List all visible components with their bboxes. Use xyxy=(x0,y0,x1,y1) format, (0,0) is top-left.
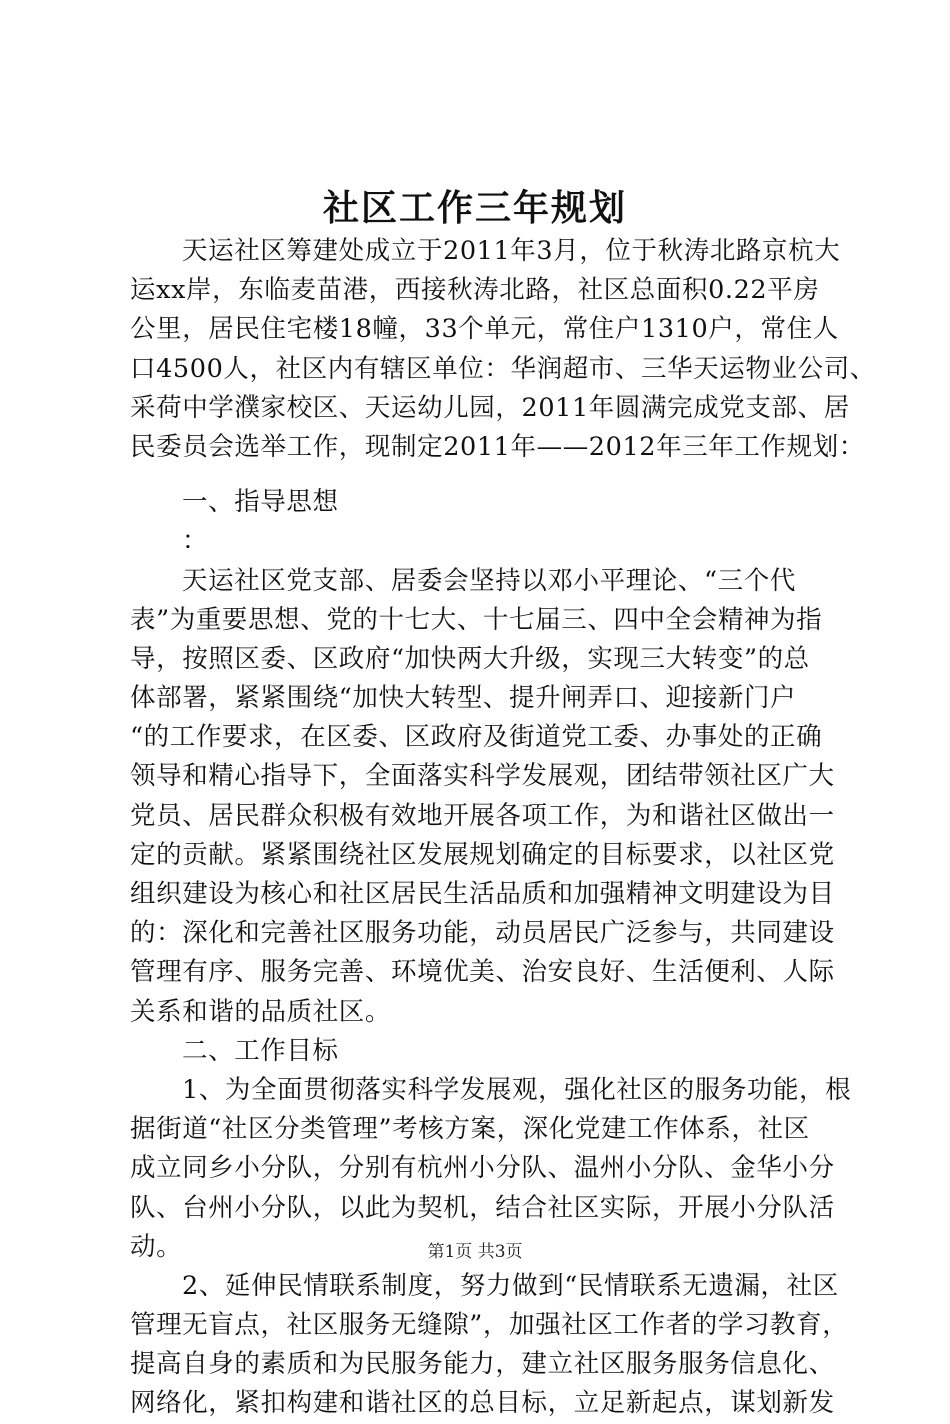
paragraph-line: 党员、居民群众积极有效地开展各项工作，为和谐社区做出一 xyxy=(130,800,835,831)
paragraph-line: 2、延伸民情联系制度，努力做到“民情联系无遗漏，社区 xyxy=(182,1270,839,1301)
paragraph-line: “的工作要求，在区委、区政府及街道党工委、办事处的正确 xyxy=(130,722,823,753)
paragraph-line: 运xx岸，东临麦苗港，西接秋涛北路，社区总面积0.22平房 xyxy=(130,275,820,306)
paragraph-line: 定的贡献。紧紧围绕社区发展规划确定的目标要求，以社区党 xyxy=(130,839,835,870)
paragraph-line: 的：深化和完善社区服务功能，动员居民广泛参与，共同建设 xyxy=(130,918,835,949)
page-footer: 第1页 共3页 xyxy=(427,1242,523,1262)
paragraph-line: 队、台州小分队，以此为契机，结合社区实际，开展小分队活 xyxy=(130,1192,835,1223)
paragraph-line: 导，按照区委、区政府“加快两大升级，实现三大转变”的总 xyxy=(130,643,810,674)
paragraph-line: 组织建设为核心和社区居民生活品质和加强精神文明建设为目 xyxy=(130,879,835,909)
paragraph-line: 据街道“社区分类管理”考核方案，深化党建工作体系，社区 xyxy=(130,1114,810,1145)
paragraph-line: 领导和精心指导下，全面落实科学发展观，团结带领社区广大 xyxy=(130,761,835,792)
paragraph-line: 管理无盲点，社区服务无缝隙”，加强社区工作者的学习教育， xyxy=(130,1310,849,1341)
section-heading: 二、工作目标 xyxy=(182,1035,339,1066)
paragraph-line: 天运社区党支部、居委会坚持以邓小平理论、“三个代 xyxy=(182,565,796,596)
paragraph-line: 提高自身的素质和为民服务能力，建立社区服务服务信息化、 xyxy=(130,1349,835,1380)
section-colon: ： xyxy=(182,526,209,557)
paragraph-line: 动。 xyxy=(130,1231,183,1262)
paragraph-line: 表”为重要思想、党的十七大、十七届三、四中全会精神为指 xyxy=(130,604,823,635)
paragraph-line: 公里，居民住宅楼18幢，33个单元，常住户1310户，常住人 xyxy=(130,314,839,345)
paragraph-line: 管理有序、服务完善、环境优美、治安良好、生活便利、人际 xyxy=(130,957,835,988)
paragraph-line: 体部署，紧紧围绕“加快大转型、提升闸弄口、迎接新门户 xyxy=(130,683,797,714)
paragraph-line: 关系和谐的品质社区。 xyxy=(130,996,392,1027)
paragraph-line: 口4500人，社区内有辖区单位：华润超市、三华天运物业公司、 xyxy=(130,353,876,384)
paragraph-line: 采荷中学濮家校区、天运幼儿园，2011年圆满完成党支部、居 xyxy=(130,392,850,423)
paragraph-line: 民委员会选举工作，现制定2011年——2012年三年工作规划： xyxy=(130,431,865,462)
paragraph-line: 1、为全面贯彻落实科学发展观，强化社区的服务功能，根 xyxy=(182,1074,852,1105)
document-title: 社区工作三年规划 xyxy=(322,187,627,229)
paragraph-line: 网络化，紧扣构建和谐社区的总目标，立足新起点，谋划新发 xyxy=(130,1388,835,1419)
paragraph-line: 天运社区筹建处成立于2011年3月，位于秋涛北路京杭大 xyxy=(182,236,841,266)
section-heading: 一、指导思想 xyxy=(182,487,339,518)
paragraph-line: 成立同乡小分队，分别有杭州小分队、温州小分队、金华小分 xyxy=(130,1153,835,1184)
section-gap xyxy=(130,467,830,483)
